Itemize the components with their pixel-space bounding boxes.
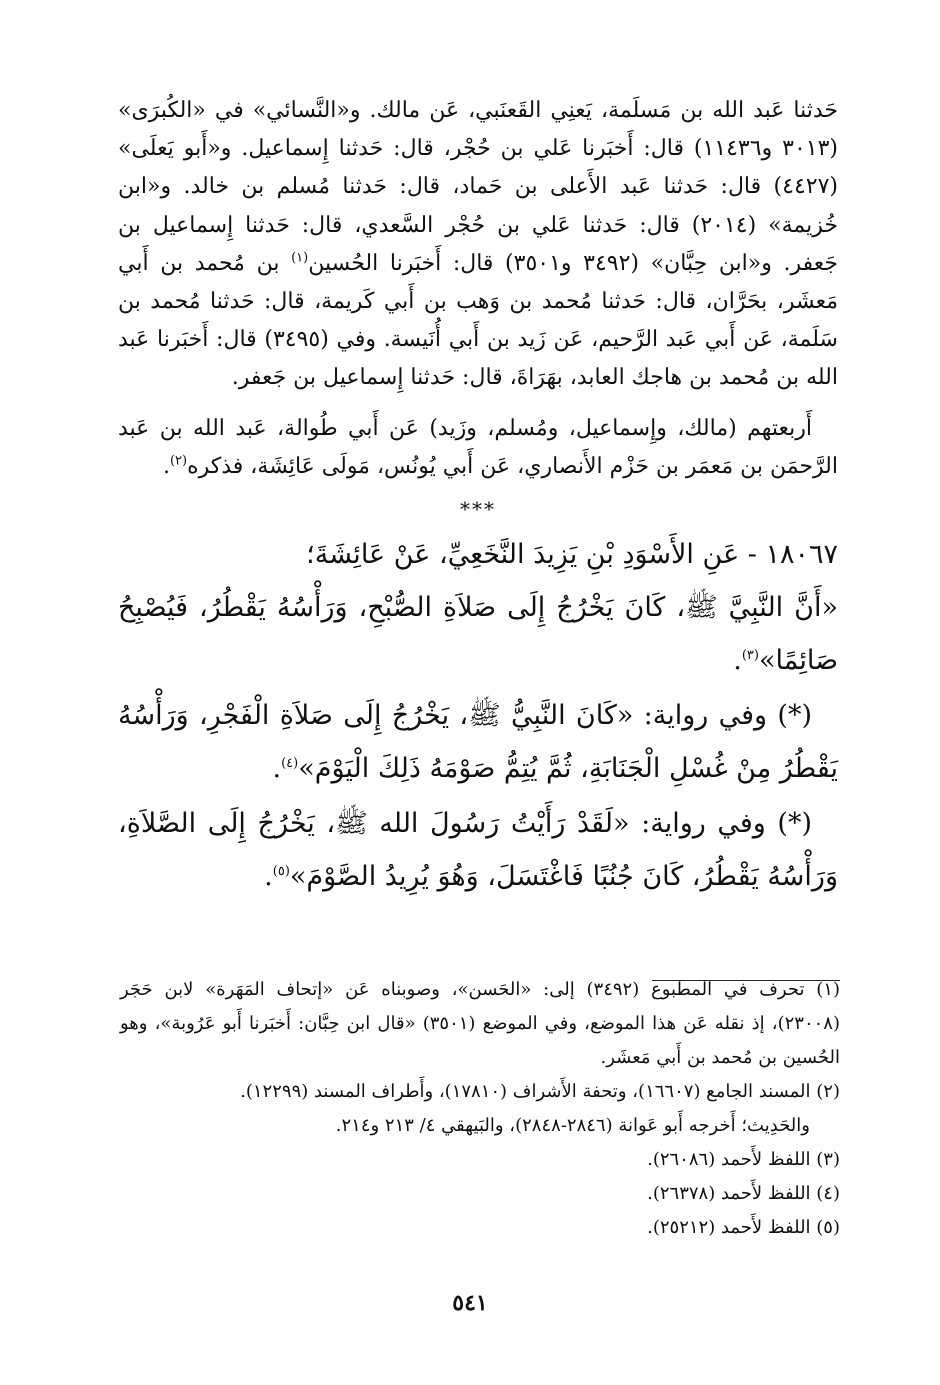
footnote-2: (٢) المسند الجامع (١٦٦٠٧)، وتحفة الأَشراف (١٧٨١٠)، وأَطراف المسند (١٢٢٩٩). [240, 1081, 840, 1102]
footnote-2-continuation: والحَدِيث؛ أَخرجه أَبو عَوانة (٢٨٤٦-٢٨٤٨)، والبَيهقي ٤/ ٢١٣ و٢١٤. [335, 1115, 810, 1136]
section-separator: *** [460, 497, 496, 522]
isnad-paragraph: حَدثنا عَبد الله بن مَسلَمة، يَعنِي القَعنَبي، عَن مالك. و«النَّسائي» في «الكُبرَى» (٣٠١٣ و١١٤٣٦) قال: أَخبَرنا عَلي بن حُجْر، قال: حَدثنا إِسماعيل. و«أَبو يَعلَى» (٤٤٢٧) قال: حَدثنا عَبد الأَعلى بن حَماد، قال: حَدثنا مُسلم بن خالد. و«ابن خُزيمة» (٢٠١٤) قال: حَدثنا عَلي بن حُجْر السَّعدي، قال: حَدثنا إِسماعيل بن جَعفر. و«ابن حِبَّان» (٣٤٩٢ و٣٥٠١) قال: أَخبَرنا الحُسين$^{(١)}$ بن مُحمد بن أَبي مَعشَر، بحَرَّان، قال: حَدثنا مُحمد بن وَهب بن أَبي كَريمة، قال: حَدثنا مُحمد بن سَلَمة، عَن أَبي عَبد الرَّحيم، عَن زَيد بن أَبي أُنَيسة. وفي (٣٤٩٥) قال: أَخبَرنا عَبد الله بن مُحمد بن هاجك العابد، بهَرَاةَ، قال: حَدثنا إِسماعيل بن جَعفر. [118, 98, 838, 391]
footnote-ref-4: (٤) [281, 756, 299, 772]
narrators-paragraph: أَربعتهم (مالك، وإِسماعيل، ومُسلم، وزَيد) عَن أَبي طُوالة، عَبد الله بن عَبد الرَّحمَن بن مَعمَر بن حَزْم الأَنصاري، عَن أَبي يُونُس، مَولَى عَائِشَة، فذكره$^{(٢)}$. [118, 415, 838, 479]
footnote-ref-3: (٣) [741, 648, 759, 664]
page-number: ٥٤١ [452, 1290, 488, 1316]
footnote-5: (٥) اللفظ لأَحمد (٢٥٢١٢). [647, 1217, 840, 1238]
hadith-heading: ١٨٠٦٧ - عَنِ الأَسْوَدِ بْنِ يَزِيدَ النَّخَعِيِّ، عَنْ عَائِشَةَ؛ [306, 539, 838, 571]
footnote-1: (١) تحرف في المطبوع (٣٤٩٢) إلى: «الحَسن»، وصوبناه عَن «إتحاف المَهَرة» لابن حَجَر (٢٣٠٠٨)، إذ نقله عَن هذا الموضع، وفي الموضع (٣٥٠١) «قال ابن حِبَّان: أَخبَرنا أَبو عَرُوبة»، وهو الحُسين بن مُحمد بن أَبي مَعشَر. [120, 979, 840, 1068]
main-text [118, 92, 838, 903]
footnote-4: (٤) اللفظ لأَحمد (٢٦٣٧٨). [647, 1183, 840, 1204]
hadith-block [118, 528, 838, 903]
riwaya-2: (*) وفي رواية: «لَقَدْ رَأَيْتُ رَسُولَ الله ﷺ، يَخْرُجُ إِلَى الصَّلاَةِ، وَرَأْسُهُ يَقْطُرُ، كَانَ جُنُبًا فَاغْتَسَلَ، وَهُوَ يُرِيدُ الصَّوْمَ»$^{(٥)}$. [118, 808, 838, 893]
riwaya-1: (*) وفي رواية: «كَانَ النَّبِيُّ ﷺ، يَخْرُجُ إِلَى صَلاَةِ الْفَجْرِ، وَرَأْسُهُ يَقْطُرُ مِنْ غُسْلِ الْجَنَابَةِ، ثُمَّ يُتِمُّ صَوْمَهُ ذَلِكَ الْيَوْمَ»$^{(٤)}$. [118, 700, 838, 785]
footnote-ref-5: (٥) [272, 864, 290, 880]
hadith-text: «أَنَّ النَّبِيَّ ﷺ، كَانَ يَخْرُجُ إِلَى صَلاَةِ الصُّبْحِ، وَرَأْسُهُ يَقْطُرُ، فَيُصْبِحُ صَائِمًا»$^{(٣)}$. [118, 592, 838, 677]
footnote-ref-2: (٢) [169, 453, 188, 469]
footnotes [120, 973, 840, 1245]
footnote-ref-1: (١) [291, 250, 309, 266]
footnote-3: (٣) اللفظ لأَحمد (٢٦٠٨٦). [647, 1149, 840, 1170]
